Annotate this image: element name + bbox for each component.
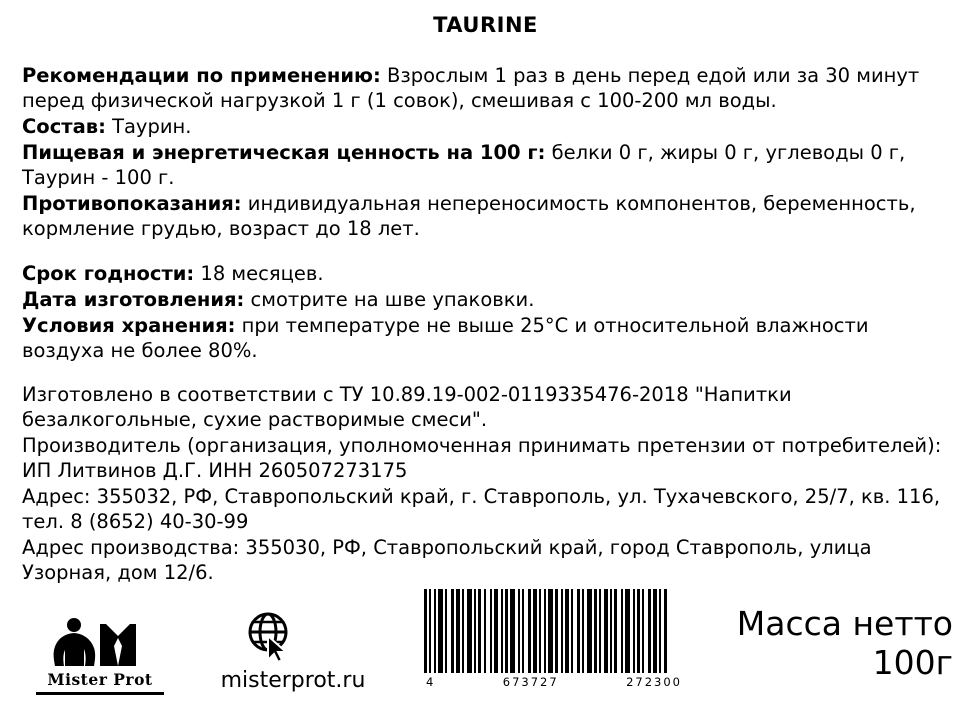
brand-underline (36, 692, 164, 695)
label-footer (0, 583, 971, 703)
storage-text: при температуре не выше 25°С и относительной влажности воздуха не более 80%. (22, 313, 869, 362)
barcode-digit-right: 272300 (626, 675, 682, 689)
composition-label: Состав: (22, 114, 106, 138)
bodybuilder-icon (40, 616, 160, 668)
website-block[interactable] (182, 610, 412, 693)
manufacturer-paragraph: Производитель (организация, уполномоченная принимать претензии от потребителей): ИП Литвинов Д.Г. ИНН 260507273175 (22, 434, 942, 483)
spacer-2 (22, 363, 951, 383)
address-paragraph: Адрес: 355032, РФ, Ставропольский край, г. Ставрополь, ул. Тухачевского, 25/7, кв. 116, тел. 8 (8652) 40-30-99 (22, 485, 941, 534)
nutrition-label: Пищевая и энергетическая ценность на 100 г: (22, 140, 546, 164)
production-address-paragraph: Адрес производства: 355030, РФ, Ставропольский край, город Ставрополь, улица Узорная, дом 12/6. (22, 536, 872, 585)
nutrition-paragraph (22, 141, 951, 191)
barcode-digit-main: 673727 (502, 675, 559, 689)
barcode-digits (424, 675, 684, 689)
barcode-bars (424, 589, 684, 673)
globe-cursor-icon (242, 610, 298, 666)
composition-paragraph (22, 115, 951, 140)
website-url[interactable]: misterprot.ru (220, 668, 366, 693)
manufacture-date-label: Дата изготовления: (22, 287, 245, 311)
contraindications-label: Противопоказания: (22, 191, 242, 215)
usage-text: Взрослым 1 раз в день перед едой или за 30 минут перед физической нагрузкой 1 г (1 совок), смешивая с 100-200 мл воды. (22, 64, 920, 112)
net-weight-line1: Масса нетто (736, 604, 953, 644)
shelf-life-paragraph (22, 262, 951, 287)
page-title: TAURINE (433, 13, 538, 37)
brand-name: Mister Prot (47, 670, 153, 689)
contraindications-text: индивидуальная непереносимость компонентов, беременность, кормление грудью, возраст до 18 лет. (22, 191, 916, 240)
barcode-digit-left: 4 (426, 675, 436, 689)
nutrition-text: белки 0 г, жиры 0 г, углеводы 0 г, Таурин - 100 г. (22, 140, 906, 189)
shelf-life-label: Срок годности: (22, 261, 195, 285)
brand-logo (34, 616, 166, 695)
manufacture-date-paragraph (22, 288, 951, 313)
composition-text: Таурин. (105, 114, 192, 138)
contraindications-paragraph (22, 192, 951, 242)
net-weight-line2: 100г (872, 643, 953, 683)
shelf-life-text: 18 месяцев. (194, 261, 324, 285)
spacer-1 (22, 242, 951, 262)
storage-paragraph (22, 314, 951, 364)
storage-label: Условия хранения: (22, 313, 236, 337)
barcode (424, 589, 684, 689)
specification-paragraph: Изготовлено в соответствии с ТУ 10.89.19-002-0119335476-2018 "Напитки безалкогольные, сухие растворимые смеси". (22, 383, 792, 432)
manufacture-date-text: смотрите на шве упаковки. (244, 287, 535, 311)
usage-paragraph (22, 64, 951, 114)
usage-label: Рекомендации по применению: (22, 64, 381, 87)
label-body-text (22, 64, 951, 586)
net-weight (737, 605, 953, 683)
